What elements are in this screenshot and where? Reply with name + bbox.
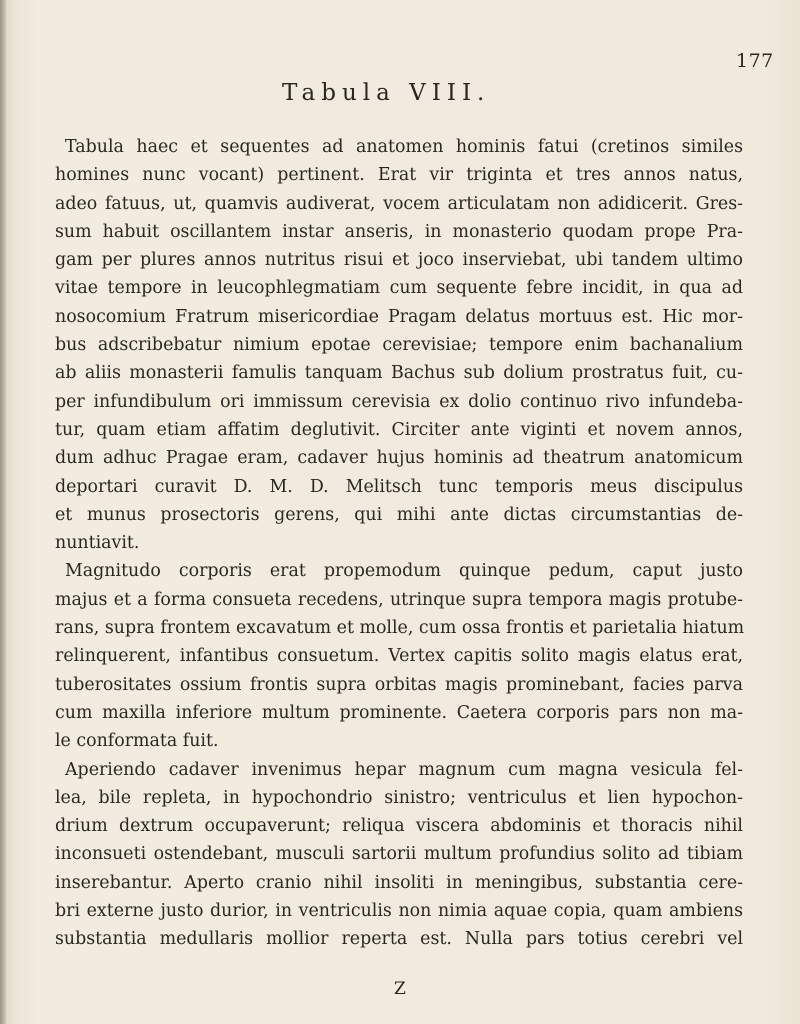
text-line: vitae tempore in leucophlegmatiam cum sequente febre incidit, in qua ad bbox=[55, 278, 743, 299]
text-line: Aperiendo cadaver invenimus hepar magnum cum magna vesicula fel- bbox=[65, 759, 743, 780]
text-line: gam per plures annos nutritus risui et joco inserviebat, ubi tandem ultimo bbox=[55, 250, 743, 271]
text-line: cum maxilla inferiore multum prominente. Caetera corporis pars non ma- bbox=[55, 702, 743, 723]
text-line: homines nunc vocant) pertinent. Erat vir triginta et tres annos natus, bbox=[55, 165, 743, 186]
text-line: bus adscribebatur nimium epotae cerevisiae; tempore enim bachanalium bbox=[55, 335, 743, 356]
text-line: inserebantur. Aperto cranio nihil insoliti in meningibus, substantia cere- bbox=[55, 872, 743, 893]
text-line: nuntiavit. bbox=[55, 533, 140, 554]
text-line: deportari curavit D. M. D. Melitsch tunc temporis meus discipulus bbox=[55, 476, 743, 497]
binding-edge bbox=[0, 0, 6, 1024]
text-line: bri externe justo durior, in ventriculis non nimia aquae copia, quam ambiens bbox=[55, 901, 743, 922]
text-line: lea, bile repleta, in hypochondrio sinistro; ventriculus et lien hypochon- bbox=[55, 787, 743, 808]
text-line: substantia medullaris mollior reperta est. Nulla pars totius cerebri vel bbox=[55, 929, 743, 950]
text-line: tur, quam etiam affatim deglutivit. Circiter ante viginti et novem annos, bbox=[55, 419, 743, 440]
plate-heading: Tabula VIII. bbox=[282, 80, 491, 106]
text-line: relinquerent, infantibus consuetum. Vertex capitis solito magis elatus erat, bbox=[55, 646, 743, 667]
text-line: Magnitudo corporis erat propemodum quinque pedum, caput justo bbox=[65, 561, 743, 582]
text-line: tuberositates ossium frontis supra orbitas magis prominebant, facies parva bbox=[55, 674, 743, 695]
text-line: majus et a forma consueta recedens, utrinque supra tempora magis protube- bbox=[55, 589, 743, 610]
text-line: inconsueti ostendebant, musculi sartorii multum profundius solito ad tibiam bbox=[55, 844, 743, 865]
text-line: le conformata fuit. bbox=[55, 731, 219, 752]
text-line: Tabula haec et sequentes ad anatomen hominis fatui (cretinos similes bbox=[65, 137, 743, 157]
text-line: rans, supra frontem excavatum et molle, cum ossa frontis et parietalia hiatum bbox=[55, 618, 745, 639]
text-line: drium dextrum occupaverunt; reliqua viscera abdominis et thoracis nihil bbox=[55, 816, 743, 837]
signature-mark: Z bbox=[394, 979, 406, 999]
body-text bbox=[55, 133, 743, 954]
text-line: sum habuit oscillantem instar anseris, in monasterio quodam prope Pra- bbox=[55, 221, 743, 242]
text-line: per infundibulum ori immissum cerevisia ex dolio continuo rivo infundeba- bbox=[55, 391, 743, 412]
text-line: et munus prosectoris gerens, qui mihi ante dictas circumstantias de- bbox=[55, 504, 743, 525]
text-line: dum adhuc Pragae eram, cadaver hujus hominis ad theatrum anatomicum bbox=[55, 448, 743, 469]
page-number: 177 bbox=[736, 50, 774, 72]
text-line: adeo fatuus, ut, quamvis audiverat, vocem articulatam non adidicerit. Gres- bbox=[55, 193, 743, 214]
text-line: ab aliis monasterii famulis tanquam Bachus sub dolium prostratus fuit, cu- bbox=[55, 363, 743, 384]
text-line: nosocomium Fratrum misericordiae Pragam delatus mortuus est. Hic mor- bbox=[55, 306, 743, 327]
